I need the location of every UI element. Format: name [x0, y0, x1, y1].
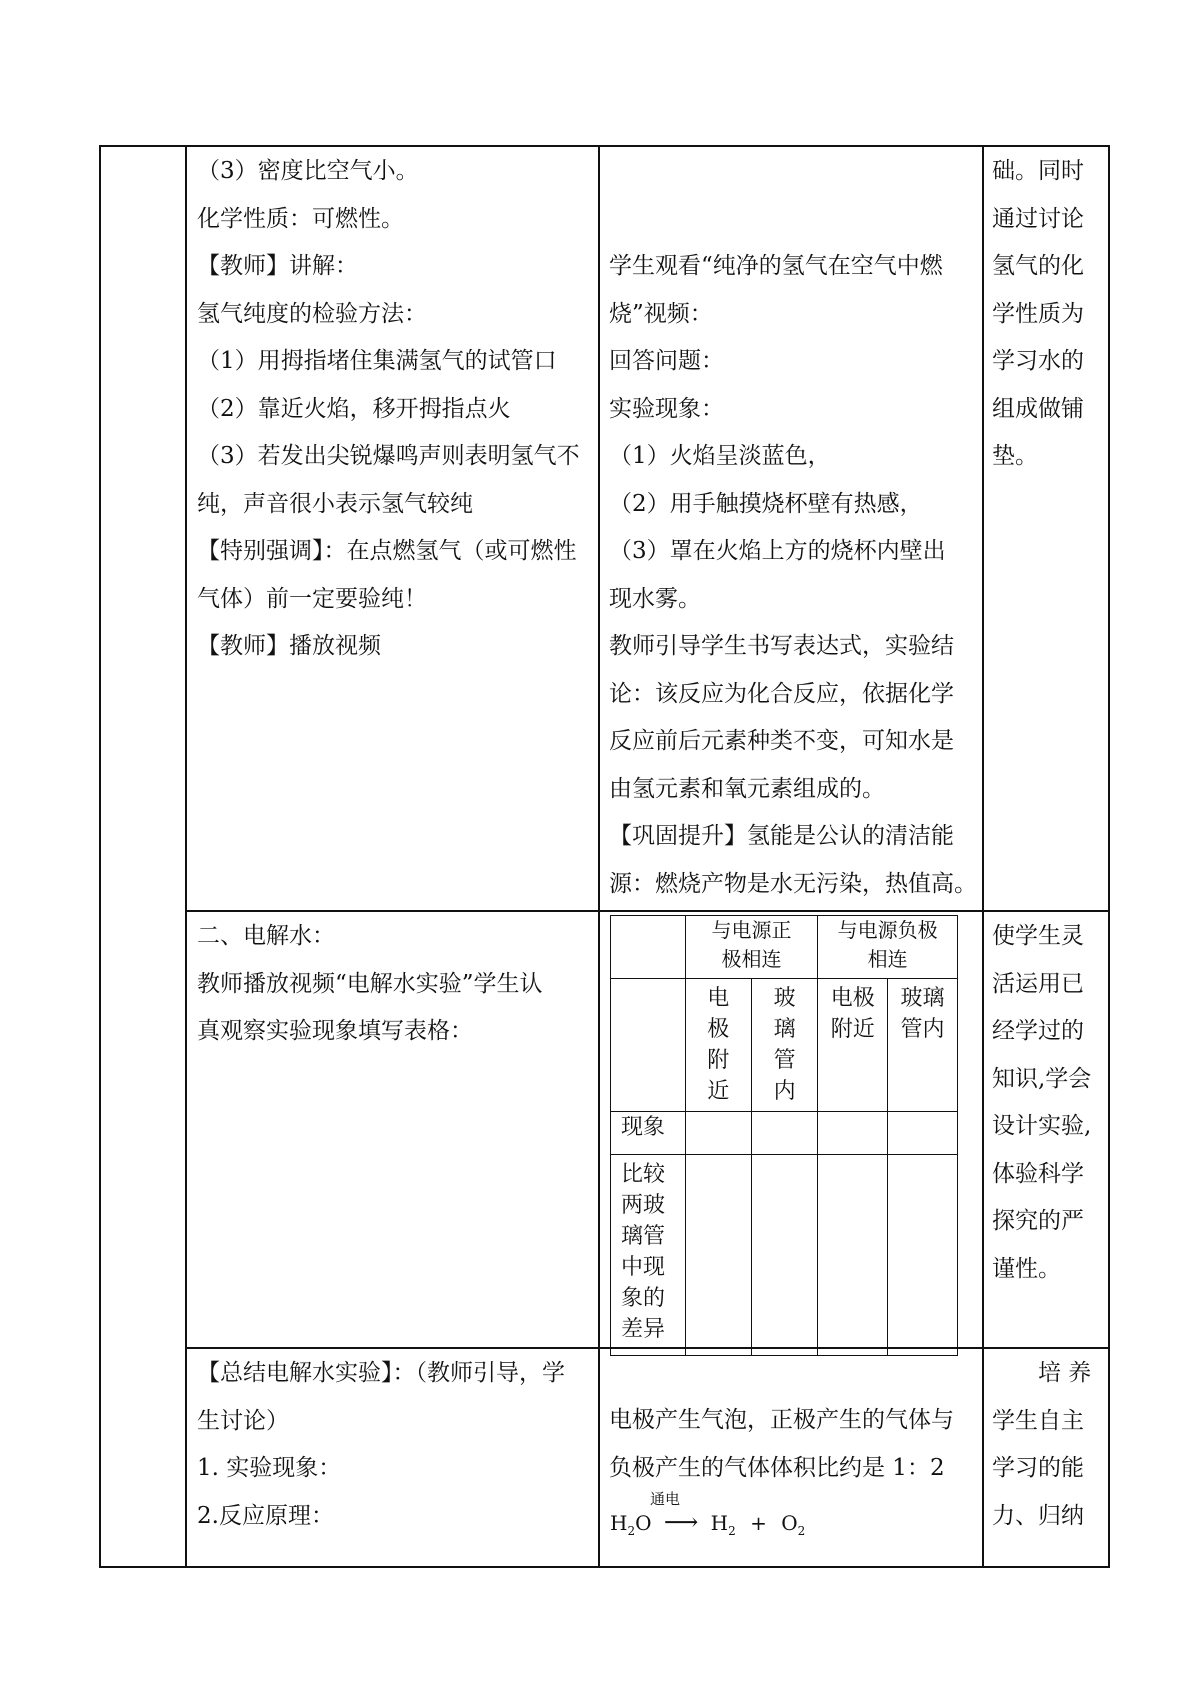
sub-header-cell: 玻璃管内	[888, 979, 958, 1112]
product-hydrogen-formula: $H_2$	[710, 1511, 736, 1538]
text-line: 学习的能	[992, 1455, 1084, 1481]
text-line: 论：该反应为化合反应，依据化学	[609, 680, 954, 707]
text-line: 活运用已	[992, 970, 1084, 997]
answer-cell[interactable]	[818, 1112, 888, 1155]
text-line: （1）火焰呈淡蓝色，	[609, 443, 831, 469]
text-line: 【特别强调】：在点燃氢气（或可燃性	[197, 538, 577, 564]
text-line: 实验现象：	[609, 395, 724, 422]
answer-cell[interactable]	[751, 1112, 817, 1155]
text-line: （3）若发出尖锐爆鸣声则表明氢气不	[197, 443, 580, 469]
summary-student-cell	[609, 1397, 954, 1492]
positive-electrode-header: 与电源正极相连	[685, 916, 818, 979]
text-line: 【总结电解水实验】：（教师引导，学	[197, 1360, 565, 1386]
teacher-activity-cell	[197, 148, 580, 671]
summary-intent-cell	[992, 1350, 1091, 1540]
electrolysis-intent-cell	[992, 913, 1091, 1293]
text-line: 【教师】讲解：	[197, 253, 358, 279]
text-line: 反应前后元素种类不变，可知水是	[609, 728, 954, 754]
table-top-border	[99, 145, 1110, 147]
text-line: 负极产生的气体体积比约是 1：2	[609, 1454, 945, 1481]
reaction-arrow-icon: ⟶	[663, 1508, 699, 1536]
text-line: 纯，声音很小表示氢气较纯	[197, 490, 473, 517]
reactant-formula: $H_2O$	[610, 1511, 652, 1538]
text-line: （2）用手触摸烧杯壁有热感，	[609, 490, 923, 517]
text-line: 【巩固提升】氢能是公认的清洁能	[609, 823, 954, 849]
text-line: 学生观看“纯净的氢气在空气中燃	[609, 253, 943, 279]
answer-cell[interactable]	[685, 1112, 751, 1155]
text-line: 通过讨论	[992, 205, 1084, 232]
sub-header-cell: 玻璃管内	[751, 979, 817, 1112]
text-line: 学习水的	[992, 348, 1084, 374]
answer-cell[interactable]	[818, 1155, 888, 1356]
row-label-phenomenon: 现象	[611, 1112, 686, 1155]
student-activity-cell	[609, 243, 977, 908]
text-line: 经学过的	[992, 1018, 1084, 1044]
answer-cell[interactable]	[685, 1155, 751, 1356]
text-line: 知识,学会	[992, 1065, 1092, 1092]
text-line: 力、归纳	[992, 1502, 1084, 1529]
text-line: 现水雾。	[609, 585, 701, 612]
text-line: 由氢元素和氧元素组成的。	[609, 775, 885, 802]
text-line: 回答问题：	[609, 348, 724, 374]
sub-header-cell: 电极附近	[818, 979, 888, 1112]
product-oxygen-formula: $O_2$	[781, 1511, 806, 1538]
col-border-2	[598, 145, 600, 1568]
reaction-equation	[610, 1490, 806, 1538]
text-line: 2.反应原理：	[197, 1502, 334, 1529]
text-line: （1）用拇指堵住集满氢气的试管口	[197, 348, 557, 374]
text-line: 真观察实验现象填写表格：	[197, 1018, 473, 1044]
electrolysis-teacher-cell	[197, 913, 543, 1056]
text-line: 体验科学	[992, 1160, 1084, 1187]
electrolysis-observation-table	[610, 915, 958, 1356]
sub-header-cell: 电极附近	[685, 979, 751, 1112]
answer-cell[interactable]	[888, 1112, 958, 1155]
text-line: 探究的严	[992, 1208, 1084, 1234]
text-line: （3）密度比空气小。	[197, 158, 419, 184]
text-line: 设计实验,	[992, 1113, 1092, 1139]
text-line: 生讨论）	[197, 1407, 289, 1434]
text-line: 氢气的化	[992, 253, 1084, 279]
text-line: 谨性。	[992, 1255, 1061, 1282]
text-line: 教师引导学生书写表达式，实验结	[609, 633, 954, 659]
text-line: 础。同时	[992, 158, 1084, 184]
text-line: 使学生灵	[992, 923, 1084, 949]
text-line: 烧”视频：	[609, 300, 713, 327]
text-line: （2）靠近火焰，移开拇指点火	[197, 395, 511, 422]
text-line: 化学性质：可燃性。	[197, 205, 404, 232]
table-corner-cell	[611, 916, 686, 979]
col-border-3	[982, 145, 984, 1568]
text-line: 【教师】播放视频	[197, 633, 381, 659]
text-line: 培 养	[1038, 1360, 1092, 1386]
col-border-left	[99, 145, 101, 1568]
text-line: 学生自主	[992, 1407, 1084, 1434]
answer-cell[interactable]	[888, 1155, 958, 1356]
table-bottom-border	[99, 1566, 1110, 1568]
text-line: 组成做铺	[992, 395, 1084, 422]
col-border-1	[185, 145, 187, 1568]
col-border-right	[1108, 145, 1110, 1568]
row-label-difference: 比较两玻璃管中现象的差异	[611, 1155, 686, 1356]
text-line: 二、电解水：	[197, 923, 335, 949]
plus-sign: +	[750, 1511, 767, 1535]
reaction-condition: 通电	[650, 1490, 681, 1508]
text-line: 教师播放视频“电解水实验”学生认	[197, 970, 543, 997]
text-line: （3）罩在火焰上方的烧杯内壁出	[609, 538, 946, 564]
text-line: 气体）前一定要验纯！	[197, 585, 427, 612]
negative-electrode-header: 与电源负极相连	[818, 916, 958, 979]
answer-cell[interactable]	[751, 1155, 817, 1356]
summary-teacher-cell	[197, 1350, 565, 1540]
text-line: 源：燃烧产物是水无污染，热值高。	[609, 870, 977, 897]
text-line: 垫。	[992, 443, 1038, 469]
text-line: 电极产生气泡，正极产生的气体与	[609, 1407, 954, 1433]
text-line: 1. 实验现象：	[197, 1455, 342, 1481]
text-line: 氢气纯度的检验方法：	[197, 300, 427, 327]
row-divider-1	[185, 910, 1110, 912]
design-intent-cell	[992, 148, 1084, 481]
text-line: 学性质为	[992, 300, 1084, 327]
table-blank-cell	[611, 979, 686, 1112]
